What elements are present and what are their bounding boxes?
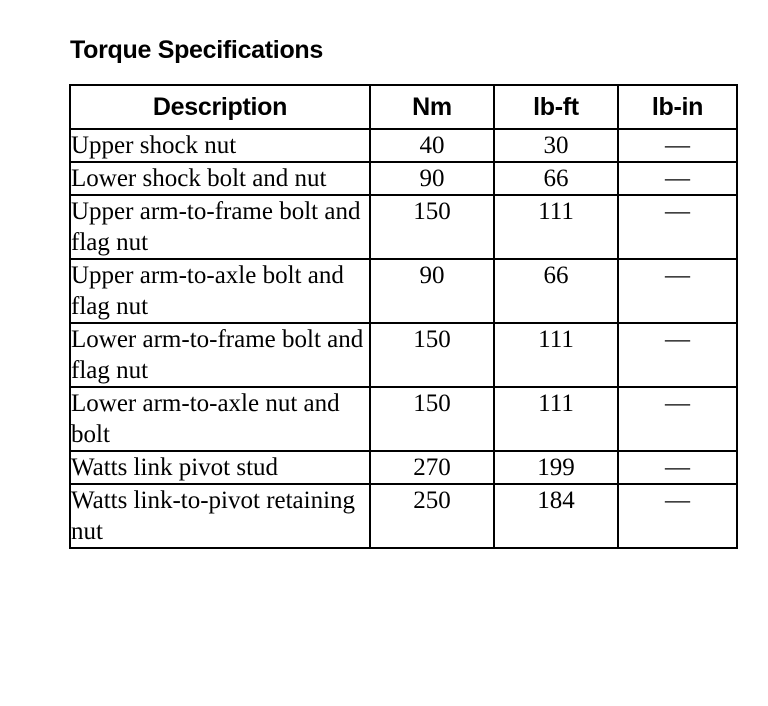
table-row: [70, 484, 737, 548]
cell-description: Lower arm-to-frame bolt and flag nut: [70, 323, 370, 387]
table-row: [70, 387, 737, 451]
column-header-description: Description: [70, 85, 370, 129]
cell-lb-ft: 199: [494, 451, 618, 484]
cell-lb-ft: 66: [494, 162, 618, 195]
column-header-nm: Nm: [370, 85, 494, 129]
cell-lb-ft: 66: [494, 259, 618, 323]
column-header-lb-ft: lb-ft: [494, 85, 618, 129]
table-row: [70, 162, 737, 195]
cell-lb-in: —: [618, 259, 737, 323]
cell-lb-in: —: [618, 484, 737, 548]
table-row: [70, 129, 737, 162]
cell-description: Watts link-to-pivot retaining nut: [70, 484, 370, 548]
cell-lb-in: —: [618, 195, 737, 259]
table-row: [70, 195, 737, 259]
cell-lb-in: —: [618, 387, 737, 451]
header-row: [70, 85, 737, 129]
cell-nm: 40: [370, 129, 494, 162]
cell-lb-in: —: [618, 323, 737, 387]
cell-nm: 150: [370, 195, 494, 259]
page-title: Torque Specifications: [70, 36, 324, 64]
cell-description: Upper arm-to-axle bolt and flag nut: [70, 259, 370, 323]
table-row: [70, 323, 737, 387]
cell-description: Lower arm-to-axle nut and bolt: [70, 387, 370, 451]
table-row: [70, 451, 737, 484]
cell-nm: 270: [370, 451, 494, 484]
cell-lb-ft: 111: [494, 195, 618, 259]
column-header-lb-in: lb-in: [618, 85, 737, 129]
table-header: [70, 85, 737, 129]
table-row: [70, 259, 737, 323]
cell-nm: 90: [370, 259, 494, 323]
cell-description: Upper shock nut: [70, 129, 370, 162]
cell-lb-in: —: [618, 129, 737, 162]
cell-lb-ft: 30: [494, 129, 618, 162]
cell-lb-ft: 111: [494, 387, 618, 451]
cell-nm: 150: [370, 323, 494, 387]
torque-spec-table: [69, 84, 738, 549]
cell-lb-in: —: [618, 162, 737, 195]
cell-nm: 90: [370, 162, 494, 195]
table-body: [70, 129, 737, 548]
cell-lb-in: —: [618, 451, 737, 484]
cell-nm: 150: [370, 387, 494, 451]
cell-description: Lower shock bolt and nut: [70, 162, 370, 195]
cell-description: Upper arm-to-frame bolt and flag nut: [70, 195, 370, 259]
cell-lb-ft: 111: [494, 323, 618, 387]
cell-description: Watts link pivot stud: [70, 451, 370, 484]
cell-nm: 250: [370, 484, 494, 548]
cell-lb-ft: 184: [494, 484, 618, 548]
